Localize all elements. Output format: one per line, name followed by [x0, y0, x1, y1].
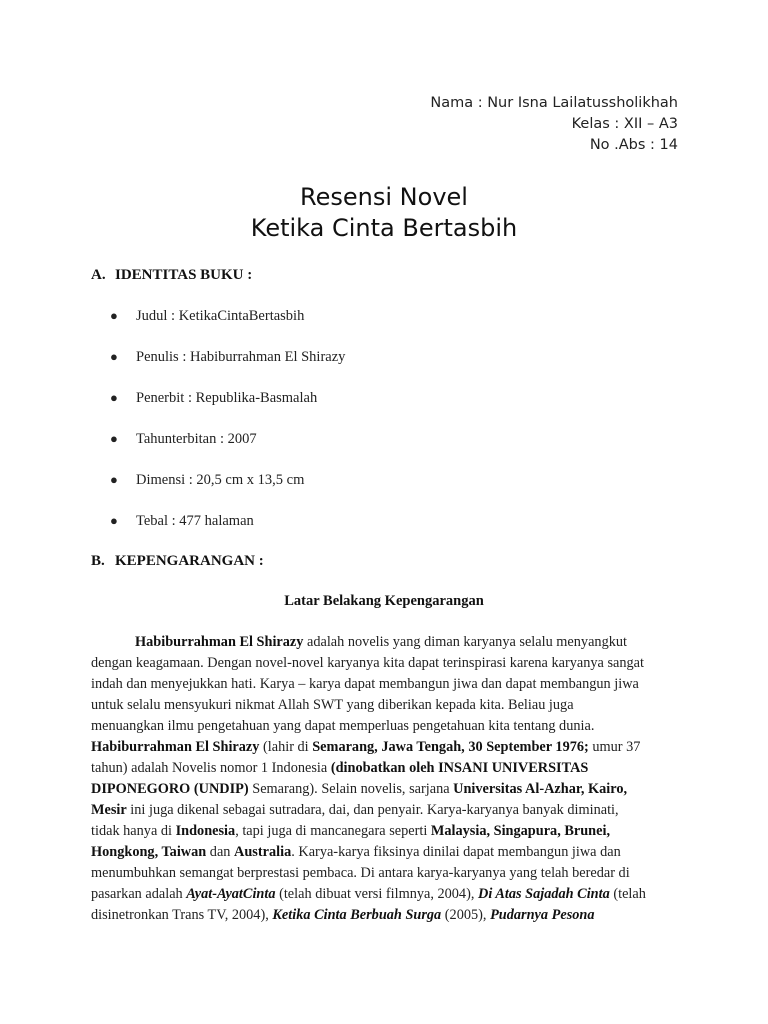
body-line: menumbuhkan semangat berprestasi pembaca. Di antara karya-karyanya yang telah beredar di [91, 865, 630, 881]
page-title [0, 182, 768, 244]
student-number: No .Abs : 14 [589, 137, 678, 153]
list-item [110, 387, 345, 428]
author-name: Habiburrahman El Shirazy [135, 634, 304, 650]
body-text: tidak hanya di [91, 823, 176, 839]
body-line [91, 842, 691, 863]
bold-text: Hongkong, Taiwan [91, 844, 207, 860]
body-text: (telah [609, 886, 646, 902]
bullet-icon: ● [110, 513, 118, 528]
identitas-tahun: Tahunterbitan : 2007 [136, 431, 257, 447]
subsection-title: Latar Belakang Kepengarangan [284, 593, 484, 609]
bold-text: (dinobatkan oleh INSANI UNIVERSITAS [330, 760, 589, 776]
section-b-heading [91, 553, 264, 570]
student-info [430, 93, 678, 156]
bullet-icon: ● [110, 308, 118, 323]
bold-text: DIPONEGORO (UNDIP) [91, 781, 249, 797]
list-item [110, 346, 345, 387]
body-text: pasarkan adalah [91, 886, 187, 902]
bullet-icon: ● [110, 431, 118, 446]
body-text: dan [206, 844, 235, 860]
author-name: Habiburrahman El Shirazy [91, 739, 260, 755]
body-line [91, 779, 691, 800]
book-title: Di Atas Sajadah Cinta [478, 886, 610, 902]
identitas-penerbit: Penerbit : Republika-Basmalah [136, 390, 318, 406]
body-paragraph [91, 632, 691, 926]
student-class: Kelas : XII – A3 [571, 116, 678, 132]
bold-text: Mesir [91, 802, 127, 818]
body-line [91, 632, 691, 653]
section-b-label: KEPENGARANGAN : [115, 553, 264, 569]
body-line [91, 800, 691, 821]
body-line [91, 884, 691, 905]
book-title: Ketika Cinta Berbuah Surga [272, 907, 442, 923]
list-item [110, 428, 345, 469]
body-line [91, 905, 691, 926]
section-a-number: A. [91, 267, 106, 283]
section-a-label: IDENTITAS BUKU : [115, 267, 253, 283]
bold-text: Universitas Al-Azhar, Kairo, [453, 781, 628, 797]
body-text: (telah dibuat versi filmnya, 2004), [275, 886, 478, 902]
book-title: Pudarnya Pesona [490, 907, 595, 923]
identitas-judul: Judul : KetikaCintaBertasbih [136, 308, 305, 324]
body-text: tahun) adalah Novelis nomor 1 Indonesia [91, 760, 331, 776]
student-name: Nama : Nur Isna Lailatussholikhah [430, 95, 678, 111]
book-title: Ayat-AyatCinta [186, 886, 276, 902]
body-line: untuk selalu mensyukuri nikmat Allah SWT yang diberikan kepada kita. Beliau juga [91, 697, 574, 713]
body-text: ini juga dikenal sebagai sutradara, dai, dan penyair. Karya-karyanya banyak diminati, [126, 802, 619, 818]
body-text: (lahir di [259, 739, 313, 755]
body-text: (2005), [441, 907, 491, 923]
bold-text: Indonesia [175, 823, 236, 839]
identitas-list [110, 305, 345, 551]
list-item [110, 510, 345, 551]
bold-text: Malaysia, Singapura, Brunei, [430, 823, 611, 839]
body-text: adalah novelis yang diman karyanya selalu menyangkut [303, 634, 627, 650]
body-text: Semarang). Selain novelis, sarjana [248, 781, 454, 797]
identitas-dimensi: Dimensi : 20,5 cm x 13,5 cm [136, 472, 305, 488]
title-line-1: Resensi Novel [300, 183, 468, 211]
body-text: disinetronkan Trans TV, 2004), [91, 907, 273, 923]
body-line [91, 758, 691, 779]
birth-info: Semarang, Jawa Tengah, 30 September 1976; [312, 739, 589, 755]
body-line: dengan keagamaan. Dengan novel-novel karyanya kita dapat terinspirasi karena karyanya sangat [91, 655, 644, 671]
identitas-tebal: Tebal : 477 halaman [136, 513, 254, 529]
body-text: , tapi juga di mancanegara seperti [235, 823, 431, 839]
body-line: menuangkan ilmu pengetahuan yang dapat memperluas pengetahuan kita tentang dunia. [91, 718, 595, 734]
body-text: umur 37 [588, 739, 641, 755]
title-line-2: Ketika Cinta Bertasbih [250, 214, 518, 242]
list-item [110, 469, 345, 510]
section-a-heading [91, 267, 252, 284]
body-line [91, 821, 691, 842]
section-b-number: B. [91, 553, 105, 569]
body-line: indah dan menyejukkan hati. Karya – karya dapat membangun jiwa dan dapat membangun jiwa [91, 676, 639, 692]
body-line [91, 737, 691, 758]
identitas-penulis: Penulis : Habiburrahman El Shirazy [136, 349, 346, 365]
bold-text: Australia [234, 844, 292, 860]
bullet-icon: ● [110, 390, 118, 405]
list-item [110, 305, 345, 346]
bullet-icon: ● [110, 349, 118, 364]
body-text: . Karya-karya fiksinya dinilai dapat membangun jiwa dan [291, 844, 621, 860]
bullet-icon: ● [110, 472, 118, 487]
